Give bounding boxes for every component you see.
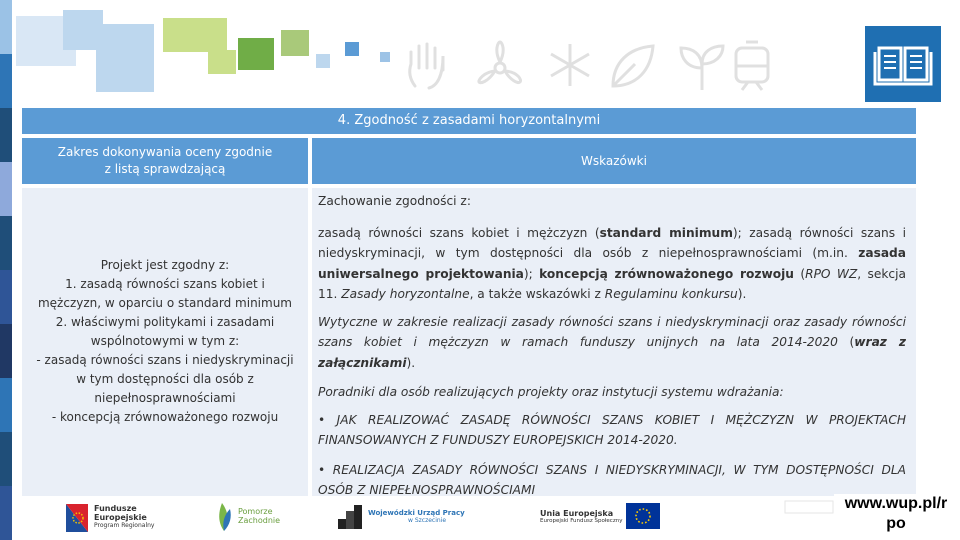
- left-color-strip: [0, 0, 12, 540]
- text-run: zasada uniwersalnego projektowania: [318, 246, 906, 281]
- header-left-line: Zakres dokonywania oceny zgodnie: [57, 145, 273, 159]
- deco-square: [281, 30, 309, 56]
- snowflake-icon: [545, 40, 595, 90]
- bullet-guide-2: • REALIZACJA ZASADY RÓWNOŚCI SZANS I NIEDYSKRYMINACJI, W TYM DOSTĘPNOŚCI DLA OSÓB Z NIEPEŁNOSPRAWNOŚCIAMI: [318, 462, 906, 497]
- header-right: Wskazówki: [312, 138, 916, 184]
- logo-line: Europejski Fundusz Społeczny: [540, 517, 623, 524]
- left-body-line: Projekt jest zgodny z:: [100, 258, 230, 272]
- faint-logo-mark: [784, 500, 834, 514]
- paragraph-wytyczne: [318, 312, 906, 374]
- text-run: ); zasadą równości szans i niedyskryminacji, w tym dostępności dla osób z niepełnosprawnościami (m.in.: [318, 225, 906, 260]
- wup-logo-text: [368, 509, 465, 524]
- text-run: standard minimum: [599, 225, 733, 240]
- deco-square: [380, 52, 390, 62]
- text-run: ).: [406, 355, 416, 370]
- logo-line: Europejskie: [94, 512, 147, 522]
- left-body-cell: [22, 188, 308, 496]
- paragraph-poradniki: Poradniki dla osób realizujących projekty oraz instytucji systemu wdrażania:: [318, 385, 784, 399]
- text-run: , sekcja 11.: [318, 266, 906, 301]
- eu-flag-icon: [626, 503, 660, 529]
- deco-square: [96, 24, 154, 92]
- pz-logo-icon: [214, 499, 234, 533]
- text-run: ).: [737, 287, 747, 301]
- deco-square: [163, 18, 227, 52]
- left-body-line: mężczyzn, w oparciu o standard minimum: [37, 296, 292, 310]
- left-body-line: w tym dostępności dla osób z: [76, 372, 254, 386]
- ue-logo-text: [540, 509, 622, 524]
- logo-unia-europejska: [540, 496, 670, 536]
- left-body-line: 2. właściwymi politykami i zasadami: [55, 315, 275, 329]
- left-body-line: 1. zasadą równości szans kobiet i: [65, 277, 265, 291]
- leaf-icon: [605, 40, 659, 94]
- logo-line: w Szczecinie: [408, 516, 447, 524]
- logo-line: Fundusze: [94, 503, 137, 513]
- text-run: wraz z załącznikami: [318, 335, 906, 370]
- logo-line: Zachodnie: [238, 516, 281, 525]
- section-title: 4. Zgodność z zasadami horyzontalnymi: [22, 108, 916, 134]
- left-body-line: wspólnotowymi w tym z:: [90, 334, 240, 348]
- fe-logo-icon: [64, 498, 90, 534]
- right-body-cell: [312, 188, 916, 496]
- logo-pomorze-zachodnie: [214, 496, 294, 536]
- fe-logo-text: [94, 504, 154, 529]
- wind-turbine-icon: [470, 40, 530, 94]
- text-run: Zasady horyzontalne: [341, 287, 470, 301]
- text-run: );: [523, 266, 540, 281]
- logo-line: Pomorze: [238, 507, 273, 516]
- left-body-line: niepełnosprawnościami: [94, 391, 236, 405]
- text-run: , a także wskazówki z: [469, 287, 605, 301]
- text-run: (: [793, 266, 806, 281]
- text-run: zasadą równości szans kobiet i mężczyzn (: [318, 225, 600, 240]
- deco-square: [238, 38, 274, 70]
- pz-logo-text: [238, 507, 280, 525]
- left-body-line: - zasadą równości szans i niedyskryminacji: [36, 353, 294, 367]
- paragraph-zasady: [318, 223, 906, 305]
- logo-fundusze-europejskie: [64, 496, 164, 536]
- header-left: [22, 138, 308, 184]
- bullet-guide-1: • JAK REALIZOWAĆ ZASADĘ RÓWNOŚCI SZANS KOBIET I MĘŻCZYZN W PROJEKTACH FINANSOWANYCH Z FUNDUSZY EUROPEJSKICH 2014-2020.: [318, 412, 906, 447]
- deco-square: [208, 50, 236, 74]
- deco-square: [316, 54, 330, 68]
- intro-text: Zachowanie zgodności z:: [318, 194, 471, 208]
- deco-square: [345, 42, 359, 56]
- text-run: Regulaminu konkursu: [604, 287, 738, 301]
- book-icon: [865, 26, 941, 102]
- sprout-icon: [675, 40, 729, 94]
- logo-line: Wojewódzki Urząd Pracy: [368, 508, 465, 517]
- left-body-line: - koncepcją zrównoważonego rozwoju: [51, 410, 279, 424]
- book-icon-box: [865, 26, 941, 102]
- header-left-line: z listą sprawdzającą: [104, 162, 226, 176]
- text-run: Wytyczne w zakresie realizacji zasady równości szans i niedyskryminacji oraz zasady równości szans kobiet i mężczyzn w ramach funduszy unijnych na lata 2014-2020: [318, 314, 906, 349]
- text-run: RPO WZ: [805, 266, 858, 281]
- logo-wup-szczecin: [336, 496, 486, 536]
- logo-line: Program Regionalny: [94, 521, 155, 529]
- hand-icon: [403, 40, 449, 90]
- website-link[interactable]: www.wup.pl/r po: [834, 494, 958, 538]
- text-run: koncepcją zrównoważonego rozwoju: [539, 266, 794, 281]
- text-run: (: [837, 335, 855, 349]
- logo-line: Unia Europejska: [540, 508, 614, 518]
- wup-logo-icon: [336, 501, 364, 531]
- train-icon: [730, 40, 774, 94]
